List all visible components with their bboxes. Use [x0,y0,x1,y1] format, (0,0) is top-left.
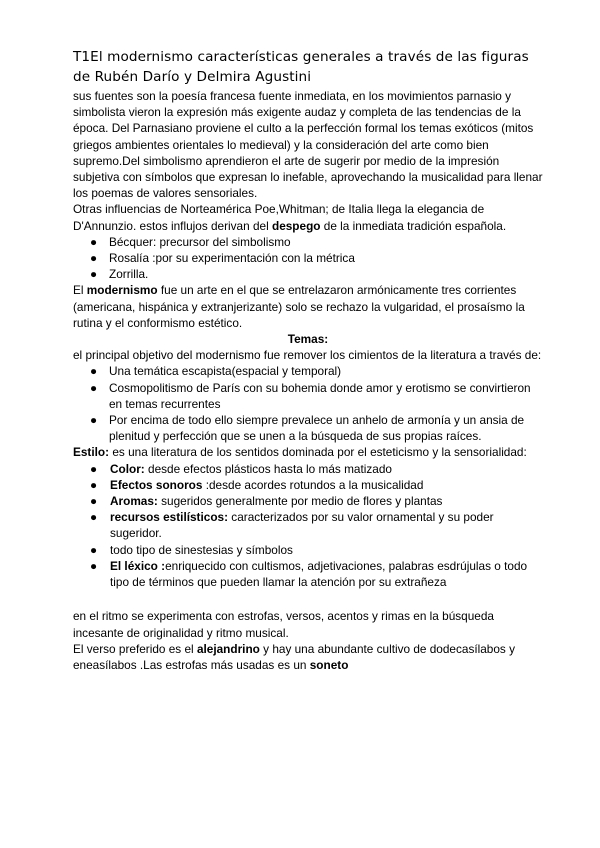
list-item [73,266,543,282]
bullet-icon: ● [90,477,98,492]
list-item [73,234,543,250]
list-item [73,558,543,590]
list-item-text: Bécquer: precursor del simbolismo [109,234,291,249]
list-item-text: Rosalía :por su experimentación con la métrica [109,251,355,266]
bullet-icon: ● [90,380,98,395]
bold-term: soneto [309,657,349,672]
list-item-text: todo tipo de sinestesias y símbolos [110,542,293,557]
list-item [73,509,543,541]
bullet-icon: ● [90,364,98,379]
estilo-list [73,461,543,591]
bold-term: despego [271,218,321,233]
bullet-icon: ● [90,510,98,525]
temas-heading [73,331,543,347]
bold-term: Aromas: [110,494,158,509]
list-item [73,412,543,444]
temas-list [73,363,543,444]
bold-term: alejandrino [196,641,260,656]
text-run: El [73,283,87,298]
heading-text: Temas: [287,332,329,347]
intro-paragraph: sus fuentes son la poesía francesa fuente inmediata, en los movimientos parnasio y simbolista vieron la expresión más exigente audaz y completa de las tendencias de la época. Del Parnasiano proviene el culto a la perfección formal los temas exóticos (mitos griegos ambientes orientales lo medieval) y la consideración del arte como bien supremo.Del simbolismo aprendieron el arte de sugerir por medio de la impresión subjetiva con símbolos que expresan lo inefable, aprovechando la musicalidad para llenar los poemas de valores sensoriales. [73,89,543,201]
influences-list [73,234,543,283]
list-item [73,461,543,477]
temas-intro: el principal objetivo del modernismo fue remover los cimientos de la literatura a través de: [73,348,542,363]
definition-paragraph [73,282,543,331]
bold-term: Color: [110,461,145,476]
bullet-icon: ● [90,251,98,266]
text-run: El verso preferido es el [73,641,197,656]
bullet-icon: ● [90,234,98,249]
spacer [73,590,543,608]
list-item-text: :desde acordes rotundos a la musicalidad [202,477,424,492]
list-item-text: desde efectos plásticos hasta lo más matizado [144,461,392,476]
bullet-icon: ● [90,542,98,557]
bold-term: Efectos sonoros [110,477,203,492]
list-item-text: caracterizados por su valor ornamental y su poder sugeridor. [110,510,494,541]
text-run: es una literatura de los sentidos dominada por el esteticismo y la sensorialidad: [109,445,527,460]
bullet-icon: ● [90,267,98,282]
list-item-text: Zorrilla. [109,267,149,282]
influences-paragraph [73,201,543,233]
text-run: y hay una abundante cultivo de dodecasílabos y eneasílabos .Las estrofas más usadas es un [73,641,515,672]
list-item-text: sugeridos generalmente por medio de flores y plantas [157,494,443,509]
verso-paragraph [73,641,543,673]
list-item [73,542,543,558]
text-run: de la inmediata tradición española. [320,218,507,233]
list-item [73,250,543,266]
bullet-icon: ● [90,494,98,509]
list-item-text: Cosmopolitismo de París con su bohemia donde amor y erotismo se convirtieron en temas recurrentes [109,380,531,411]
bold-term: recursos estilísticos: [110,510,229,525]
list-item-text: enriquecido con cultismos, adjetivaciones, palabras esdrújulas o todo tipo de términos que pueden llamar la atención por su extrañeza [110,558,528,590]
list-item-text: Una temática escapista(espacial y temporal) [109,364,342,379]
bullet-icon: ● [90,461,98,476]
list-item [73,380,543,412]
list-item-text: Por encima de todo ello siempre prevalece un anhelo de armonía y un ansia de plenitud y perfección que se unen a la búsqueda de sus propias raíces. [109,413,525,444]
text-run: Otras influencias de Norteamérica Poe,Whitman; de Italia llega la elegancia de D'Annunzio. estos influjos derivan del [73,202,485,233]
bold-term: modernismo [86,283,158,298]
metrica-paragraph: en el ritmo se experimenta con estrofas, versos, acentos y rimas en la búsqueda incesante de originalidad y ritmo musical. [73,609,494,640]
list-item [73,477,543,493]
list-item [73,363,543,379]
bullet-icon: ● [90,413,98,428]
list-item [73,493,543,509]
bold-term: Estilo: [73,445,110,460]
text-run: fue un arte en el que se entrelazaron armónicamente tres corrientes (americana, hispánica y extranjerizante) solo se rechazo la vulgaridad, el prosaísmo la rutina y el conformismo estético. [73,283,525,330]
document-body [73,88,543,673]
bold-term: El léxico : [110,558,166,573]
document-title: T1El modernismo características generales a través de las figuras de Rubén Darío y Delmira Agustini [73,49,529,85]
estilo-intro [73,444,543,460]
bullet-icon: ● [90,558,98,573]
